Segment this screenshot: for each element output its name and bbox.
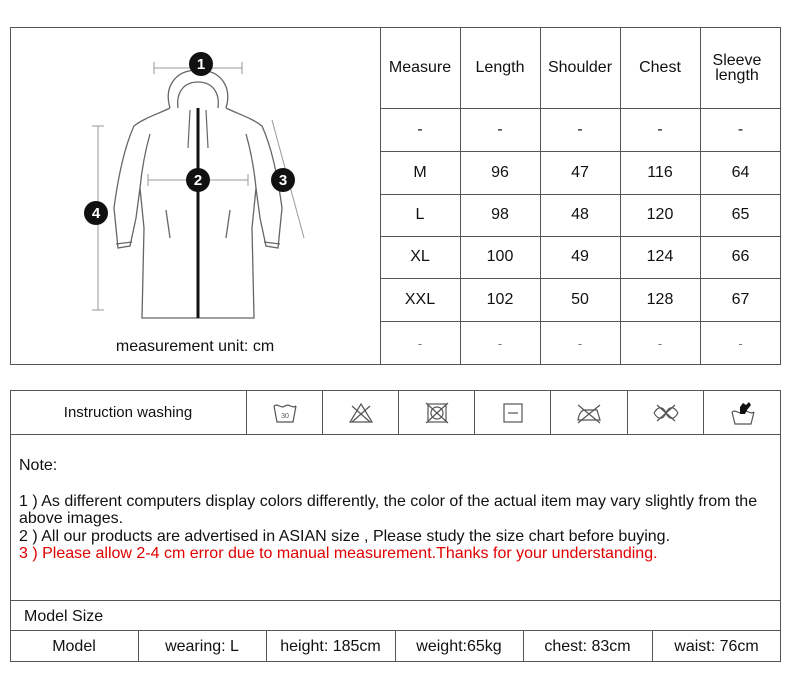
do-not-bleach-icon <box>323 391 398 434</box>
table-cell: 98 <box>491 206 509 223</box>
note-title: Note: <box>19 457 58 474</box>
table-cell: - <box>497 335 503 351</box>
table-cell: 116 <box>647 163 673 181</box>
model-size-title: Model Size <box>24 608 104 625</box>
do-not-tumble-dry-icon <box>399 391 474 434</box>
note-line-1: 1 ) As different computers display colors differently, the color of the actual item may vary slightly from the above images. <box>19 493 758 527</box>
model-cell-height: height: 185cm <box>280 637 381 655</box>
table-cell: 128 <box>646 290 674 308</box>
table-cell: 65 <box>731 206 750 223</box>
table-cell: - <box>577 120 583 138</box>
table-cell: XXL <box>404 290 436 308</box>
header-shoulder: Shoulder <box>547 58 613 76</box>
table-cell: - <box>738 335 743 351</box>
note-line-3: 3 ) Please allow 2-4 cm error due to manual measurement.Thanks for your understanding. <box>19 545 658 562</box>
table-cell: 47 <box>571 163 589 181</box>
model-cell-chest: chest: 83cm <box>544 637 631 655</box>
marker-3: 3 <box>271 168 295 192</box>
table-cell: 67 <box>731 290 750 308</box>
row-divider <box>10 600 781 601</box>
hand-wash-icon <box>704 391 781 434</box>
marker-2: 2 <box>186 168 210 192</box>
model-cell-wearing: wearing: L <box>165 637 239 655</box>
table-cell: - <box>417 335 423 351</box>
do-not-iron-icon <box>551 391 627 434</box>
note-line-2: 2 ) All our products are advertised in ASIAN size , Please study the size chart before buying. <box>19 528 671 545</box>
svg-text:30: 30 <box>280 412 289 420</box>
header-sleeve-length: Sleeve length <box>712 51 762 84</box>
wash-30-icon <box>247 391 322 434</box>
table-cell: - <box>657 120 663 138</box>
do-not-dry-clean-icon <box>628 391 703 434</box>
dry-flat-icon <box>475 391 550 434</box>
table-cell: M <box>413 163 427 181</box>
table-cell: 100 <box>486 248 514 265</box>
table-cell: 64 <box>731 163 750 181</box>
measurement-unit: measurement unit: cm <box>115 338 275 355</box>
washing-label: Instruction washing <box>63 403 193 421</box>
marker-1: 1 <box>189 52 213 76</box>
table-cell: - <box>497 120 503 138</box>
model-cell-weight: weight:65kg <box>416 637 502 655</box>
table-cell: 120 <box>646 206 674 223</box>
header-length: Length <box>475 58 525 76</box>
header-chest: Chest <box>639 58 681 76</box>
table-cell: 50 <box>571 290 589 308</box>
row-divider <box>10 434 781 435</box>
table-cell: 124 <box>646 248 674 265</box>
table-cell: - <box>657 335 663 351</box>
table-cell: 49 <box>571 248 589 265</box>
table-cell: 96 <box>491 163 509 181</box>
table-cell: - <box>737 120 744 138</box>
table-cell: 48 <box>571 206 589 223</box>
table-cell: - <box>577 335 583 351</box>
table-cell: 66 <box>731 248 750 265</box>
table-cell: XL <box>410 248 430 265</box>
model-cell-waist: waist: 76cm <box>674 637 759 655</box>
table-cell: L <box>415 206 425 223</box>
marker-4: 4 <box>84 201 108 225</box>
table-cell: - <box>417 120 423 138</box>
table-cell: 102 <box>486 290 514 308</box>
model-cell-label: Model <box>52 637 96 655</box>
header-measure: Measure <box>388 58 452 76</box>
